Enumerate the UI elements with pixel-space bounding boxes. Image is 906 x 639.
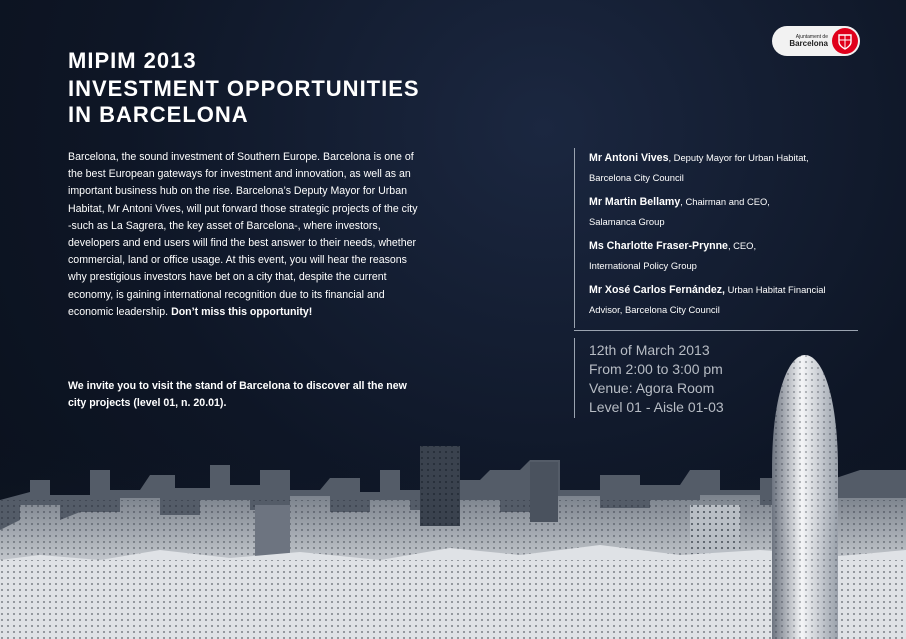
page-title — [68, 76, 488, 128]
intro-text: Barcelona, the sound investment of Southern Europe. Barcelona is one of the best European gateways for investment and innovation, as well as an important business hub on the rise. Barcelona’s Deputy Mayor for Urban Habitat, Mr Antoni Vives, will put forward those strategic projects of the city -such as La Sagrera, the key asset of Barcelona-, where investors, developers and end users will find the best answer to their needs, whether commercial, land or office usage. At this event, you will hear the reasons why prestigious investors have bet on a city that, despite the current economy, is gaining international recognition due to its financial and economic leadership. — [68, 151, 418, 318]
speakers-list — [574, 148, 875, 328]
event-time: From 2:00 to 3:00 pm — [589, 361, 723, 377]
intro-paragraph — [68, 149, 418, 321]
speaker-item — [589, 148, 879, 188]
speaker-role: , Deputy Mayor for Urban Habitat, — [668, 152, 809, 163]
event-level: Level 01 - Aisle 01-03 — [589, 399, 724, 415]
logo-line-1: Ajuntament de — [795, 33, 828, 40]
speaker-name: Mr Martin Bellamy — [589, 196, 681, 208]
section-divider — [574, 330, 858, 331]
speaker-item — [589, 280, 879, 320]
speaker-item — [589, 192, 879, 232]
event-date: 12th of March 2013 — [589, 342, 710, 358]
title-line-1: INVESTMENT OPPORTUNITIES — [68, 76, 420, 101]
speaker-org: Advisor, Barcelona City Council — [589, 304, 720, 315]
speaker-name: Mr Xosé Carlos Fernández, — [589, 284, 725, 296]
event-year-title: MIPIM 2013 — [68, 48, 197, 73]
title-line-2: IN BARCELONA — [68, 102, 249, 127]
speaker-role: , Chairman and CEO, — [680, 196, 770, 207]
barcelona-seal-icon — [832, 28, 858, 54]
speaker-role: Urban Habitat Financial — [725, 284, 826, 295]
logo-line-2: Barcelona — [789, 38, 828, 48]
intro-emphasis: Don’t miss this opportunity! — [171, 305, 313, 318]
speaker-org: Barcelona City Council — [589, 172, 684, 183]
event-details — [574, 338, 775, 418]
speaker-item — [589, 236, 879, 276]
invite-text: We invite you to visit the stand of Barcelona to discover all the new city projects (level 01, n. 20.01). — [68, 380, 407, 410]
speaker-org: International Policy Group — [589, 260, 697, 271]
speaker-name: Mr Antoni Vives — [589, 152, 669, 164]
speaker-role: , CEO, — [727, 240, 757, 251]
event-venue: Venue: Agora Room — [589, 380, 715, 396]
ajuntament-logo — [772, 26, 860, 56]
speaker-name: Ms Charlotte Fraser-Prynne — [589, 240, 728, 252]
speaker-org: Salamanca Group — [589, 216, 665, 227]
